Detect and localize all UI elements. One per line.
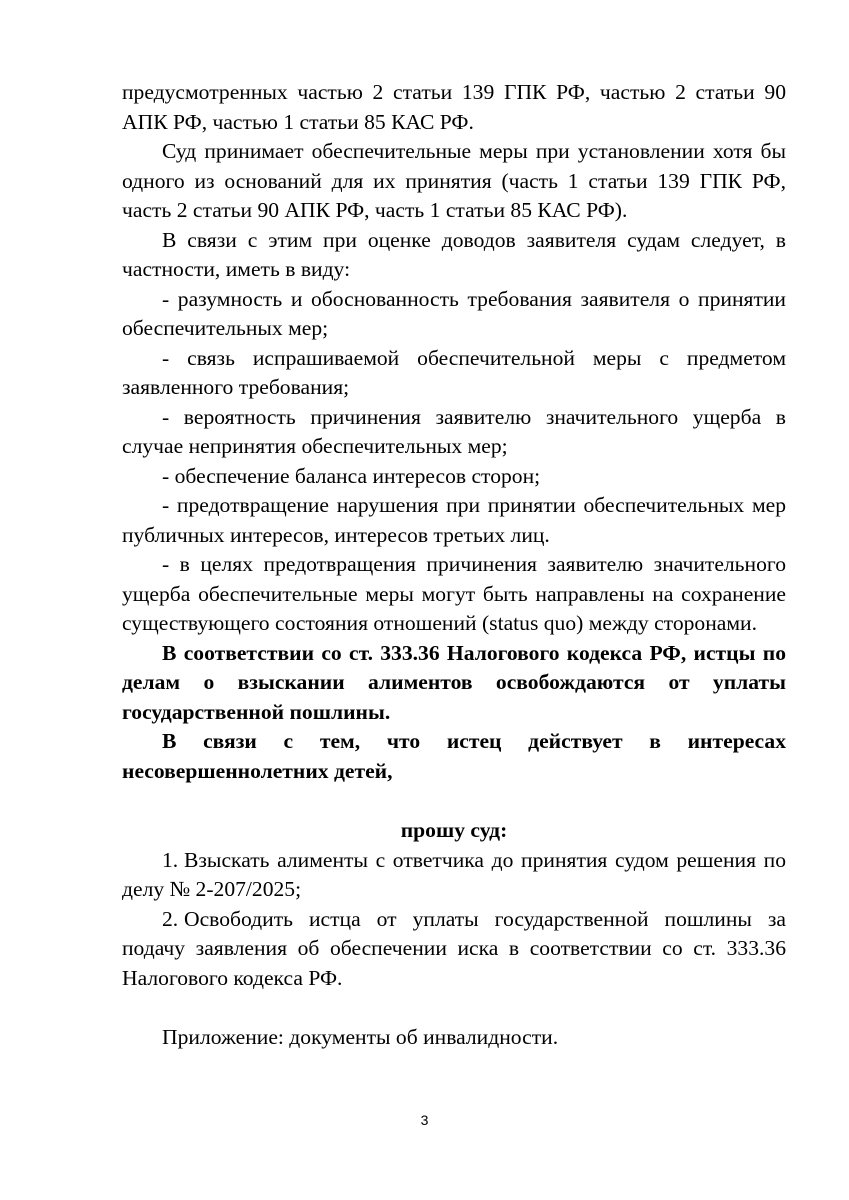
request-item-1-text: Взыскать алименты с ответчика до принятия судом решения по делу № 2-207/2025; bbox=[122, 847, 786, 901]
request-item-1-number: 1. bbox=[162, 847, 179, 872]
request-item-2-text: Освободить истца от уплаты государственной пошлины за подачу заявления об обеспечении иска в соответствии со ст. 333.36 Налогового кодекса РФ. bbox=[122, 906, 786, 990]
list-item-status-quo: - в целях предотвращения причинения заявителю значительного ущерба обеспечительные меры могут быть направлены на сохранение существующего состояния отношений (status quo) между сторонами. bbox=[122, 552, 786, 635]
paragraph-court-measures: Суд принимает обеспечительные меры при установлении хотя бы одного из оснований для их принятия (часть 1 статьи 139 ГПК РФ, часть 2 статьи 90 АПК РФ, часть 1 статьи 85 КАС РФ). bbox=[122, 139, 786, 222]
list-item-reasonableness: - разумность и обоснованность требования заявителя о принятии обеспечительных мер; bbox=[122, 286, 786, 340]
paragraph-assessment-intro: В связи с этим при оценке доводов заявителя судам следует, в частности, иметь в виду: bbox=[122, 227, 786, 281]
page-number: 3 bbox=[420, 1112, 429, 1128]
paragraph-continuation: предусмотренных частью 2 статьи 139 ГПК РФ, частью 2 статьи 90 АПК РФ, частью 1 статьи 85 КАС РФ. bbox=[122, 80, 786, 134]
list-item-probability-damage: - вероятность причинения заявителю значительного ущерба в случае непринятия обеспечительных мер; bbox=[122, 404, 786, 458]
paragraph-minors-interest: В связи с тем, что истец действует в интересах несовершеннолетних детей, bbox=[122, 729, 786, 783]
attachment-line: Приложение: документы об инвалидности. bbox=[162, 1025, 559, 1049]
list-item-balance: - обеспечение баланса интересов сторон; bbox=[162, 463, 541, 488]
paragraph-tax-exemption: В соответствии со ст. 333.36 Налогового кодекса РФ, истцы по делам о взыскании алиментов освобождаются от уплаты государственной пошлины. bbox=[122, 640, 786, 724]
request-item-1 bbox=[122, 846, 786, 905]
request-item-2-number: 2. bbox=[162, 906, 179, 931]
request-item-2 bbox=[122, 905, 786, 994]
list-item-prevention: - предотвращение нарушения при принятии обеспечительных мер публичных интересов, интересов третьих лиц. bbox=[122, 493, 786, 547]
document-body bbox=[122, 78, 786, 1053]
list-item-connection: - связь испрашиваемой обеспечительной меры с предметом заявленного требования; bbox=[122, 345, 786, 399]
request-heading: прошу суд: bbox=[400, 818, 508, 842]
